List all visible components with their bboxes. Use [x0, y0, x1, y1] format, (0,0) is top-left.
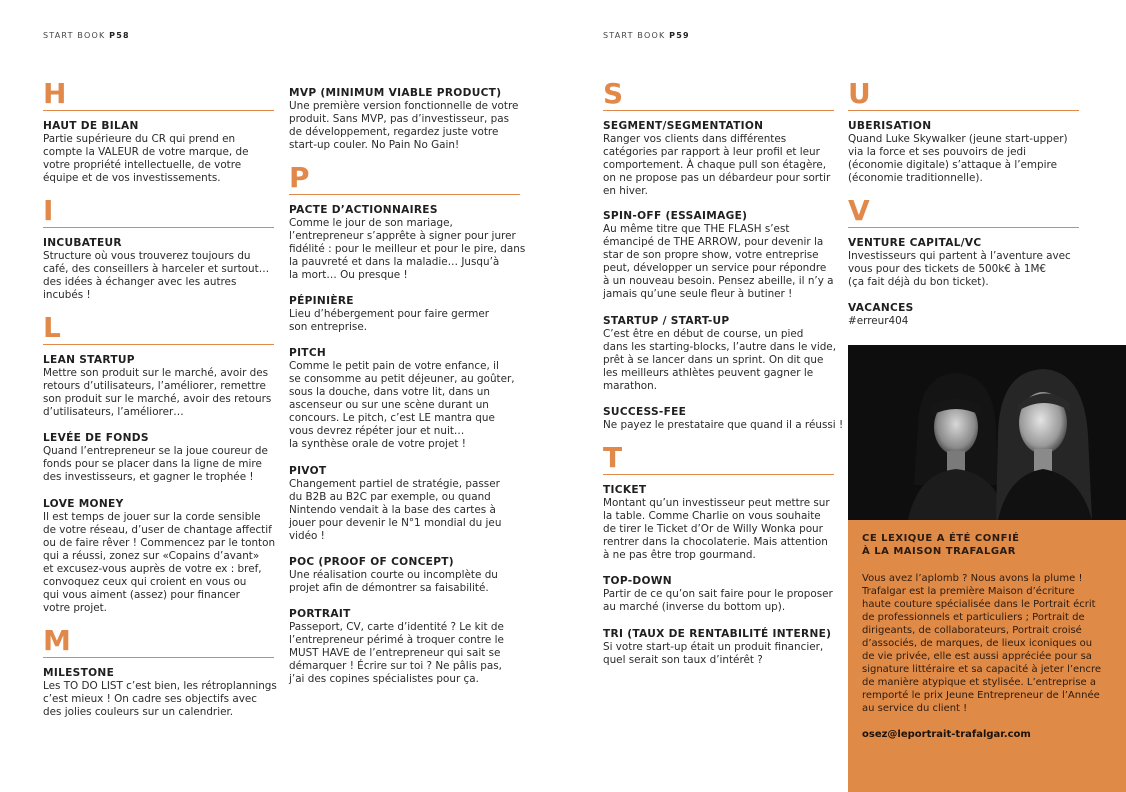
- section-p: [289, 163, 520, 195]
- term-heading: MVP (MINIMUM VIABLE PRODUCT): [289, 87, 502, 99]
- section-rule: [43, 344, 274, 345]
- term-definition: Si votre start-up était un produit financier, quel serait son taux d’intérêt ?: [603, 641, 824, 666]
- section-letter: T: [603, 441, 623, 474]
- section-letter: U: [848, 77, 871, 110]
- trafalgar-info-box: [848, 520, 1126, 792]
- page-number-left: P58: [109, 31, 130, 40]
- section-h: [43, 79, 274, 111]
- section-letter: S: [603, 77, 624, 110]
- running-head-left: [43, 31, 130, 40]
- section-rule: [289, 194, 520, 195]
- section-letter: H: [43, 77, 67, 110]
- section-rule: [603, 110, 834, 111]
- term-definition: C’est être en début de course, un pied dans les starting-blocks, l’autre dans le vide, prêt à se lancer dans un sprint. On dit que les meilleurs athlètes peuvent gagner le marathon.: [603, 328, 836, 392]
- founders-photo: [848, 345, 1126, 520]
- term-definition: Les TO DO LIST c’est bien, les rétroplannings c’est mieux ! On cadre ses objectifs avec des jolies couleurs sur un calendrier.: [43, 680, 277, 718]
- term-definition: Une réalisation courte ou incomplète du projet afin de démontrer sa faisabilité.: [289, 569, 498, 594]
- term-definition: Passeport, CV, carte d’identité ? Le kit de l’entrepreneur périmé à troquer contre le MUST HAVE de l’entrepreneur qui sait se démarquer ! Écrire sur toi ? Ne pâlis pas, j’ai des copines spécialistes pour ça.: [289, 621, 504, 685]
- section-rule: [603, 474, 834, 475]
- term-definition: Partie supérieure du CR qui prend en compte la VALEUR de votre marque, de votre propriété intellectuelle, de votre équipe et de vos investissements.: [43, 133, 249, 184]
- info-box-title: CE LEXIQUE A ÉTÉ CONFIÉ À LA MAISON TRAFALGAR: [862, 533, 1020, 557]
- term-definition: Il est temps de jouer sur la corde sensible de votre réseau, d’user de chantage affectif ou de faire rêver ! Commencez par le tonton qui a réussi, zonez sur «Copains d’avant» et excusez-vous auprès de votre ex : bref, convoquez ceux qui croient en vous ou qui vous aiment (assez) pour financer votre projet.: [43, 511, 276, 614]
- term-heading: PÉPINIÈRE: [289, 295, 354, 307]
- term-heading: TICKET: [603, 484, 647, 496]
- term-heading: LEAN STARTUP: [43, 354, 135, 366]
- term-heading: TRI (TAUX DE RENTABILITÉ INTERNE): [603, 628, 832, 640]
- term-heading: POC (PROOF OF CONCEPT): [289, 556, 454, 568]
- section-letter: I: [43, 194, 54, 227]
- section-m: [43, 626, 274, 658]
- term-definition: Investisseurs qui partent à l’aventure avec vous pour des tickets de 500k€ à 1M€ (ça fait déjà du bon ticket).: [848, 250, 1071, 288]
- section-u: [848, 79, 1079, 111]
- term-heading: HAUT DE BILAN: [43, 120, 139, 132]
- term-definition: Quand l’entrepreneur se la joue coureur de fonds pour se placer dans la ligne de mire des investisseurs, et gagner le trophée !: [43, 445, 268, 483]
- term-heading: PORTRAIT: [289, 608, 351, 620]
- term-definition: Au même titre que THE FLASH s’est émancipé de THE ARROW, pour devenir la star de son propre show, votre entreprise peut, développer un service pour répondre à un nouveau besoin. Pensez abeille, il n’y a jamais qu’une seule fleur à butiner !: [603, 223, 834, 300]
- term-definition: Comme le petit pain de votre enfance, il se consomme au petit déjeuner, au goûter, sous la douche, dans votre lit, dans un ascenseur ou sur une scène durant un concours. Le pitch, c’est LE mantra que vous devrez répéter jour et nuit… la synthèse orale de votre projet !: [289, 360, 515, 450]
- term-definition: Une première version fonctionnelle de votre produit. Sans MVP, pas d’investisseur, pas de développement, regardez juste votre start-up couler. No Pain No Gain!: [289, 100, 519, 151]
- term-definition: #erreur404: [848, 315, 909, 327]
- section-rule: [848, 227, 1079, 228]
- info-box-body: Vous avez l’aplomb ? Nous avons la plume ! Trafalgar est la première Maison d’écriture haute couture spécialisée dans le Portrait écrit de professionnels et particuliers ; Portrait de dirigeants, de collaborateurs, Portrait croisé d’associés, de marques, de lieux iconiques ou de vie privée, elle est aussi appréciée pour sa signature littéraire et sa capacité à jeter l’encre de manière atypique et stylisée. L’entreprise a remporté le prix Jeune Entrepreneur de l’Année au service du client !: [862, 573, 1102, 714]
- section-l: [43, 313, 274, 345]
- term-heading: SUCCESS-FEE: [603, 406, 687, 418]
- term-heading: INCUBATEUR: [43, 237, 122, 249]
- term-definition: Structure où vous trouverez toujours du café, des conseillers à harceler et surtout… des idées à échanger avec les autres incubés !: [43, 250, 270, 301]
- term-heading: UBERISATION: [848, 120, 932, 132]
- term-heading: LOVE MONEY: [43, 498, 124, 510]
- running-head-right: [603, 31, 690, 40]
- term-definition: Ranger vos clients dans différentes catégories par rapport à leur profil et leur comportement. À chaque pull son étagère, on ne propose pas un débardeur pour sortir en hiver.: [603, 133, 831, 197]
- section-letter: L: [43, 311, 61, 344]
- term-definition: Lieu d’hébergement pour faire germer son entreprise.: [289, 308, 490, 333]
- term-heading: PIVOT: [289, 465, 327, 477]
- term-heading: PITCH: [289, 347, 327, 359]
- term-definition: Comme le jour de son mariage, l’entrepreneur s’apprête à signer pour jurer fidélité : pour le meilleur et pour le pire, dans la pauvreté et dans la maladie… Jusqu’à la mort… Ou presque !: [289, 217, 526, 281]
- term-definition: Quand Luke Skywalker (jeune start-upper) via la force et ses pouvoirs de jedi (économie digitale) s’attaque à l’empire (économie traditionnelle).: [848, 133, 1068, 184]
- section-v: [848, 196, 1079, 228]
- section-rule: [43, 657, 274, 658]
- term-definition: Mettre son produit sur le marché, avoir des retours d’utilisateurs, l’améliorer, remettre son produit sur le marché, avoir des retours d’utilisateurs, l’améliorer…: [43, 367, 272, 418]
- term-definition: Changement partiel de stratégie, passer du B2B au B2C par exemple, ou quand Nintendo vendait à la base des cartes à jouer pour devenir le N°1 mondial du jeu vidéo !: [289, 478, 502, 542]
- running-head-right-label: START BOOK: [603, 31, 670, 40]
- section-s: [603, 79, 834, 111]
- section-t: [603, 443, 834, 475]
- section-letter: V: [848, 194, 870, 227]
- term-heading: MILESTONE: [43, 667, 115, 679]
- term-heading: LEVÉE DE FONDS: [43, 432, 149, 444]
- term-definition: Partir de ce qu’on sait faire pour le proposer au marché (inverse du bottom up).: [603, 588, 833, 613]
- section-rule: [848, 110, 1079, 111]
- section-letter: M: [43, 624, 71, 657]
- founders-photo-illustration: [848, 345, 1126, 520]
- term-heading: VACANCES: [848, 302, 914, 314]
- term-heading: SPIN-OFF (ESSAIMAGE): [603, 210, 748, 222]
- section-letter: P: [289, 161, 310, 194]
- section-i: [43, 196, 274, 228]
- term-definition: Montant qu’un investisseur peut mettre sur la table. Comme Charlie on vous souhaite de tirer le Ticket d’Or de Willy Wonka pour rentrer dans la chocolaterie. Mais attention à ne pas être trop gourmand.: [603, 497, 830, 561]
- contact-email-link[interactable]: osez@leportrait-trafalgar.com: [862, 729, 1031, 740]
- term-definition: Ne payez le prestataire que quand il a réussi !: [603, 419, 844, 431]
- section-rule: [43, 227, 274, 228]
- page-number-right: P59: [669, 31, 690, 40]
- term-heading: STARTUP / START-UP: [603, 315, 730, 327]
- term-heading: VENTURE CAPITAL/VC: [848, 237, 982, 249]
- running-head-left-label: START BOOK: [43, 31, 110, 40]
- term-heading: PACTE D’ACTIONNAIRES: [289, 204, 438, 216]
- section-rule: [43, 110, 274, 111]
- term-heading: TOP-DOWN: [603, 575, 672, 587]
- term-heading: SEGMENT/SEGMENTATION: [603, 120, 764, 132]
